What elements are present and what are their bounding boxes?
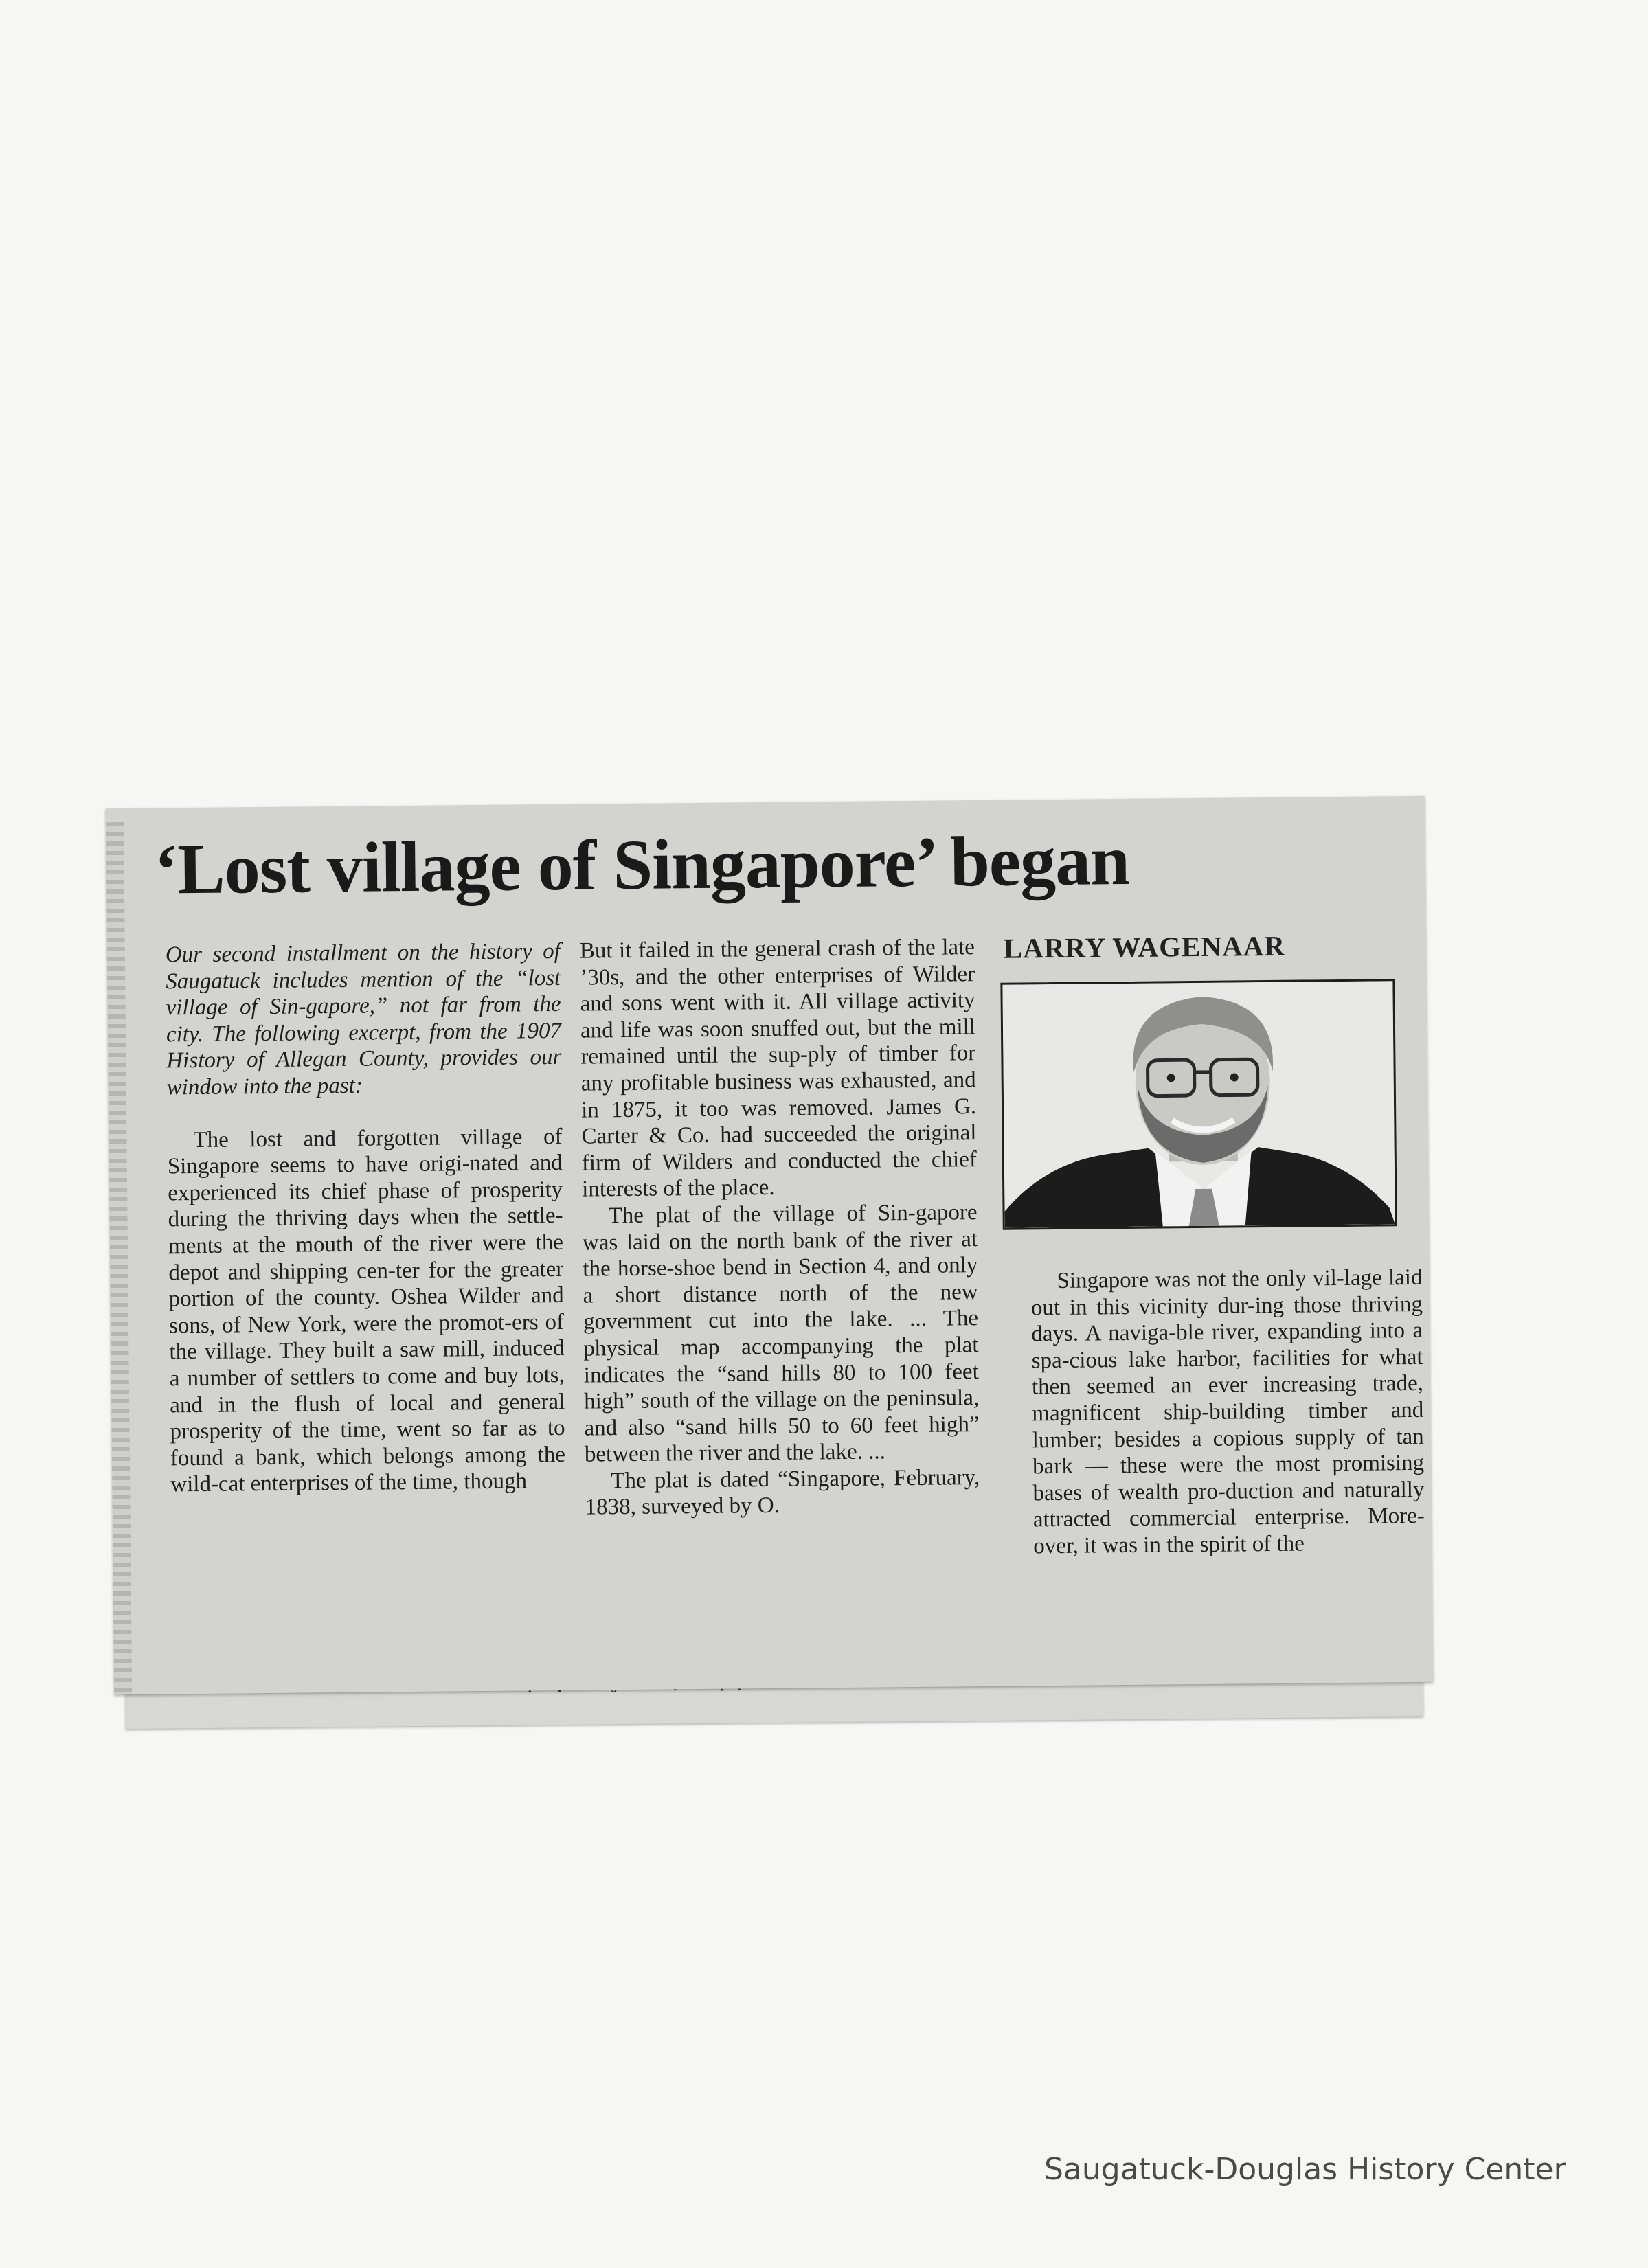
body-paragraph: The plat is dated “Singapore, February, 1838, surveyed by O. <box>585 1464 980 1521</box>
headline: ‘Lost village of Singapore’ began <box>154 820 1130 909</box>
torn-left-edge <box>106 822 132 1694</box>
intro-paragraph: Our second installment on the history of Saugatuck includes mention of the “lost village of Sin-gapore,” not far from the city. The following excerpt, from the 1907 History of Allegan County, provides our window into the past: <box>165 938 562 1100</box>
author-portrait-photo <box>1000 979 1397 1229</box>
column-2 <box>580 934 980 1521</box>
body-paragraph: The plat of the village of Sin-gapore was laid on the north bank of the river at the horse-shoe bend in Section 4, and only a short distance north of the new government cut into the lake. ... The physical map accompanying the plat indicates the “sand hills 80 to 100 feet high” south of the village on the peninsula, and also “sand hills 50 to 60 feet high” between the river and the lake. ... <box>582 1200 980 1467</box>
author-portrait-icon <box>1002 981 1395 1227</box>
body-paragraph: Singapore was not the only vil-lage laid out in this vicinity dur-ing those thriving days. A naviga-ble river, expanding into a spa-cious lake harbor, facilities for what then seemed an ever increasing trade, magnificent ship-building timber and lumber; besides a copious supply of tan bark — these were the most promising bases of wealth pro-duction and naturally attracted commercial enterprise. More-over, it was in the spirit of the <box>1030 1265 1425 1559</box>
column-1 <box>166 938 566 1498</box>
column-3 <box>1030 1265 1425 1560</box>
newspaper-clipping <box>106 796 1433 1694</box>
body-paragraph: The lost and forgotten village of Singapore seems to have origi-nated and experienced its chief phase of prosperity during the thriving days when the settle-ments at the mouth of the river were the depot and shipping cen-ter for the greater portion of the county. Oshea Wilder and sons, of New York, were the promot-ers of the village. They built a saw mill, induced a number of settlers to come and buy lots, and in the flush of local and general prosperity of the time, went so far as to found a bank, which belongs among the wild-cat enterprises of the time, though <box>167 1124 566 1497</box>
body-paragraph: But it failed in the general crash of the late ’30s, and the other enterprises of Wilder and sons went with it. All village activity and life was soon snuffed out, but the mill remained until the sup-ply of timber for any profitable business was exhausted, and in 1875, it too was removed. James G. Carter & Co. had succeeded the original firm of Wilders and conducted the chief interests of the place. <box>579 935 977 1202</box>
archive-watermark: Saugatuck-Douglas History Center <box>1044 2152 1566 2187</box>
byline: LARRY WAGENAAR <box>1003 929 1286 964</box>
